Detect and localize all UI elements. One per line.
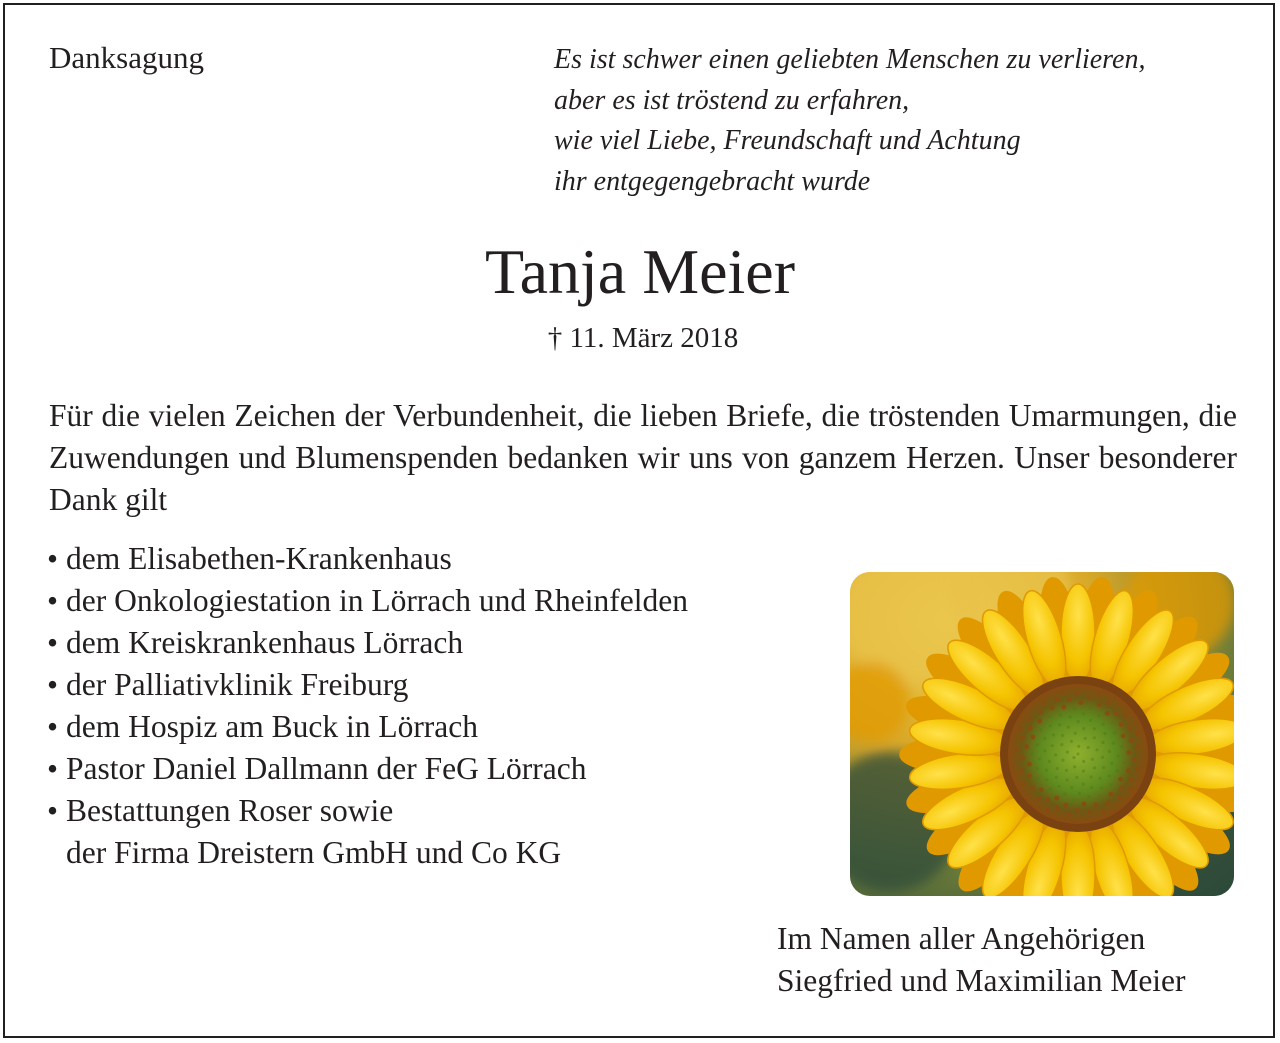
sunflower-seed	[1121, 734, 1126, 739]
sunflower-seed	[1039, 728, 1042, 731]
sunflower-seed	[1116, 755, 1119, 758]
sunflower-seed	[1120, 745, 1123, 748]
sunflower-seed	[1073, 707, 1076, 710]
bullet-icon: •	[47, 625, 59, 660]
thanks-intro: Für die vielen Zeichen der Verbundenheit, die lieben Briefe, die tröstenden Umarmungen, die Zuwendungen und Blumenspenden bedanken wir uns von ganzem Herzen. Unser besonderer Dank gilt	[49, 398, 1237, 517]
sunflower-seed	[1135, 731, 1140, 736]
sunflower-seed	[1041, 701, 1046, 706]
sunflower-seed	[1136, 766, 1141, 771]
sunflower-seed	[1105, 711, 1110, 716]
sunflower-seed	[1093, 736, 1096, 739]
sunflower-seed	[1027, 762, 1032, 767]
sunflower-seed	[1019, 768, 1024, 773]
sunflower-seed	[1082, 783, 1085, 786]
sunflower-seed	[1027, 774, 1032, 779]
thanks-item-text: Pastor Daniel Dallmann der FeG Lörrach	[66, 751, 587, 786]
bullet-icon: •	[47, 583, 59, 618]
sunflower-seed	[1048, 760, 1051, 763]
sunflower-seed	[1064, 803, 1069, 808]
sunflower-seed	[1088, 810, 1093, 815]
sunflower-seed	[1119, 786, 1124, 791]
thanks-item-text: der Firma Dreistern GmbH und Co KG	[66, 835, 562, 870]
sunflower-seed	[1015, 748, 1020, 753]
sunflower-seed	[1036, 777, 1039, 780]
sunflower-seed	[1043, 749, 1046, 752]
thanks-item-text: der Palliativklinik Freiburg	[66, 667, 409, 702]
sunflower-seed	[1093, 766, 1096, 769]
sunflower-seed	[1123, 761, 1126, 764]
sunflower-seed	[1126, 768, 1131, 773]
sunflower-seed	[1058, 723, 1061, 726]
sunflower-seed	[1076, 752, 1079, 755]
sunflower-seed	[1082, 802, 1087, 807]
thanks-item	[47, 748, 688, 790]
sunflower-seed	[1067, 697, 1072, 702]
sunflower-seed	[1116, 769, 1119, 772]
sunflower-seed	[1082, 727, 1085, 730]
sunflower-seed	[1103, 732, 1106, 735]
sunflower-seed	[1132, 757, 1137, 762]
sunflower-seed	[1036, 767, 1039, 770]
bullet-icon: •	[47, 751, 59, 786]
quote-line: aber es ist tröstend zu erfahren,	[554, 84, 910, 116]
thanks-item-text: dem Hospiz am Buck in Lörrach	[66, 709, 479, 744]
sunflower-seed	[1061, 705, 1066, 710]
sunflower-seed	[1077, 720, 1080, 723]
sunflower-seed	[1095, 693, 1100, 698]
sunflower-seed	[1049, 788, 1052, 791]
sunflower-photo	[850, 572, 1234, 896]
sunflower-seed	[1039, 787, 1044, 792]
sunflower-seed	[1101, 756, 1104, 759]
sunflower-seed	[1075, 808, 1080, 813]
sunflower-seed	[1082, 712, 1085, 715]
sunflower-seed	[1111, 722, 1114, 725]
sunflower-seed	[1021, 782, 1026, 787]
sunflower-seed	[1099, 777, 1102, 780]
sunflower-seed	[1043, 737, 1046, 740]
sunflower-seed	[1086, 696, 1091, 701]
thanks-item	[47, 664, 688, 706]
sunflower-seed	[1020, 736, 1025, 741]
sunflower-seed	[1093, 803, 1098, 808]
sunflower-seed	[1090, 786, 1093, 789]
sunflower-seed	[1054, 753, 1057, 756]
thanks-item	[47, 538, 688, 580]
sunflower-seed	[1098, 795, 1101, 798]
sunflower-seed	[1045, 769, 1048, 772]
sunflower-seed	[1082, 770, 1085, 773]
sunflower-seed	[1112, 742, 1115, 745]
sunflower-seed	[1058, 785, 1061, 788]
sunflower-seed	[1101, 809, 1106, 814]
sunflower-seed	[1030, 735, 1035, 740]
sunflower-seed	[1102, 766, 1105, 769]
sunflower-seed	[1037, 719, 1042, 724]
sunflower-seed	[1056, 767, 1059, 770]
quote-line: ihr entgegengebracht wurde	[554, 165, 871, 197]
sunflower-seed	[1097, 714, 1100, 717]
sunflower-seed	[1129, 787, 1134, 792]
sunflower-seed	[1082, 760, 1085, 763]
sunflower-seed	[1075, 776, 1078, 779]
signature-line: Im Namen aller Angehörigen	[777, 921, 1146, 956]
deceased-name: Tanja Meier	[484, 236, 796, 307]
sunflower-seed	[1054, 796, 1059, 801]
sunflower-seed	[1091, 758, 1094, 761]
sunflower-seed	[1108, 750, 1111, 753]
sunflower-seed	[1020, 756, 1025, 761]
sunflower-seed	[1087, 795, 1090, 798]
sunflower-seed	[1060, 690, 1065, 695]
signature-line: Siegfried und Maximilian Meier	[777, 963, 1186, 998]
sunflower-seed	[1059, 714, 1062, 717]
thanks-item	[47, 706, 688, 748]
sunflower-seed	[1127, 726, 1132, 731]
bullet-icon: •	[47, 793, 59, 828]
sunflower-seed	[1077, 745, 1080, 748]
sunflower-seed	[1027, 717, 1032, 722]
sunflower-seed	[1106, 801, 1111, 806]
sunflower-seed	[1128, 777, 1133, 782]
quote-line: wie viel Liebe, Freundschaft und Achtung	[554, 125, 1021, 156]
sunflower-seed	[1048, 715, 1051, 718]
sunflower-seed	[1049, 724, 1052, 727]
bullet-icon: •	[47, 541, 59, 576]
sunflower-seed	[1036, 743, 1039, 746]
sunflower-seed	[1045, 807, 1050, 812]
sunflower-seed	[1079, 700, 1084, 705]
sunflower-seed	[1038, 757, 1041, 760]
sunflower-seed	[1072, 799, 1075, 802]
sunflower-seed	[1110, 762, 1113, 765]
thanks-list	[47, 538, 688, 874]
sunflower-seed	[1129, 738, 1134, 743]
sunflower-seed	[1119, 722, 1124, 727]
sunflower-seed	[1074, 691, 1079, 696]
sunflower-seed	[1024, 744, 1029, 749]
notice-heading: Danksagung	[49, 40, 204, 75]
thanks-item	[47, 580, 688, 622]
sunflower-seed	[1018, 727, 1023, 732]
sunflower-seed	[1135, 745, 1140, 750]
sunflower-seed	[1118, 777, 1123, 782]
sunflower-seed	[1069, 715, 1072, 718]
sunflower-seed	[1100, 786, 1103, 789]
sunflower-seed	[1089, 707, 1092, 710]
sunflower-seed	[1045, 778, 1048, 781]
sunflower-seed	[1030, 786, 1035, 791]
sunflower-seed	[1097, 702, 1102, 707]
sunflower-seed	[1055, 806, 1060, 811]
memorial-quote	[554, 40, 1254, 202]
sunflower-seed	[1106, 701, 1111, 706]
sunflower-seed	[1031, 752, 1034, 755]
sunflower-seed	[1036, 797, 1041, 802]
sunflower-seed	[1067, 726, 1070, 729]
sunflower-seed	[1095, 748, 1098, 751]
sunflower-seed	[1063, 793, 1066, 796]
sunflower-seed	[1070, 786, 1073, 789]
sunflower-seed	[1066, 751, 1069, 754]
sunflower-seed	[1089, 719, 1092, 722]
sunflower-seed	[1038, 710, 1043, 715]
sunflower-seed	[1028, 726, 1033, 731]
signature	[777, 918, 1186, 1002]
sunflower-seed	[1110, 784, 1113, 787]
sunflower-seed	[1074, 732, 1077, 735]
thanks-item-text: der Onkologiestation in Lörrach und Rheinfelden	[66, 583, 688, 618]
sunflower-seed	[1073, 765, 1076, 768]
bullet-icon: •	[47, 709, 59, 744]
sunflower-seed	[1055, 776, 1058, 779]
sunflower-seed	[1114, 711, 1119, 716]
sunflower-seed	[1061, 759, 1064, 762]
sunflower-seed	[1050, 705, 1055, 710]
sunflower-seed	[1046, 797, 1051, 802]
sunflower-seed	[1051, 744, 1054, 747]
sunflower-image	[850, 572, 1234, 896]
thanks-item-text: dem Elisabethen-Krankenhaus	[66, 541, 452, 576]
sunflower-seed	[1101, 741, 1104, 744]
thanks-item-text: dem Kreiskrankenhaus Lörrach	[66, 625, 464, 660]
sunflower-seed	[1123, 713, 1128, 718]
thanks-item	[47, 790, 688, 874]
death-date: † 11. März 2018	[547, 322, 739, 354]
sunflower-seed	[1067, 812, 1072, 817]
sunflower-seed	[1090, 775, 1093, 778]
sunflower-seed	[1072, 756, 1075, 759]
sunflower-seed	[1108, 775, 1111, 778]
sunflower-seed	[1127, 750, 1132, 755]
sunflower-seed	[1054, 697, 1059, 702]
quote-line: Es ist schwer einen geliebten Menschen zu verlieren,	[554, 44, 1146, 75]
sunflower-seed	[1102, 723, 1105, 726]
sunflower-seed	[1113, 732, 1116, 735]
sunflower-seed	[1108, 792, 1113, 797]
sunflower-seed	[1070, 740, 1073, 743]
sunflower-seed	[1066, 778, 1069, 781]
sunflower-seed	[1065, 769, 1068, 772]
bullet-icon: •	[47, 667, 59, 702]
sunflower-seed	[1078, 792, 1081, 795]
sunflower-seed	[1084, 737, 1087, 740]
thanks-item-text: Bestattungen Roser sowie	[66, 793, 394, 828]
sunflower-seed	[1093, 727, 1096, 730]
sunflower-seed	[1087, 746, 1090, 749]
sunflower-seed	[1052, 733, 1055, 736]
sunflower-seed	[1061, 734, 1064, 737]
thanks-item	[47, 622, 688, 664]
sunflower-seed	[1118, 795, 1123, 800]
sunflower-seed	[1060, 743, 1063, 746]
